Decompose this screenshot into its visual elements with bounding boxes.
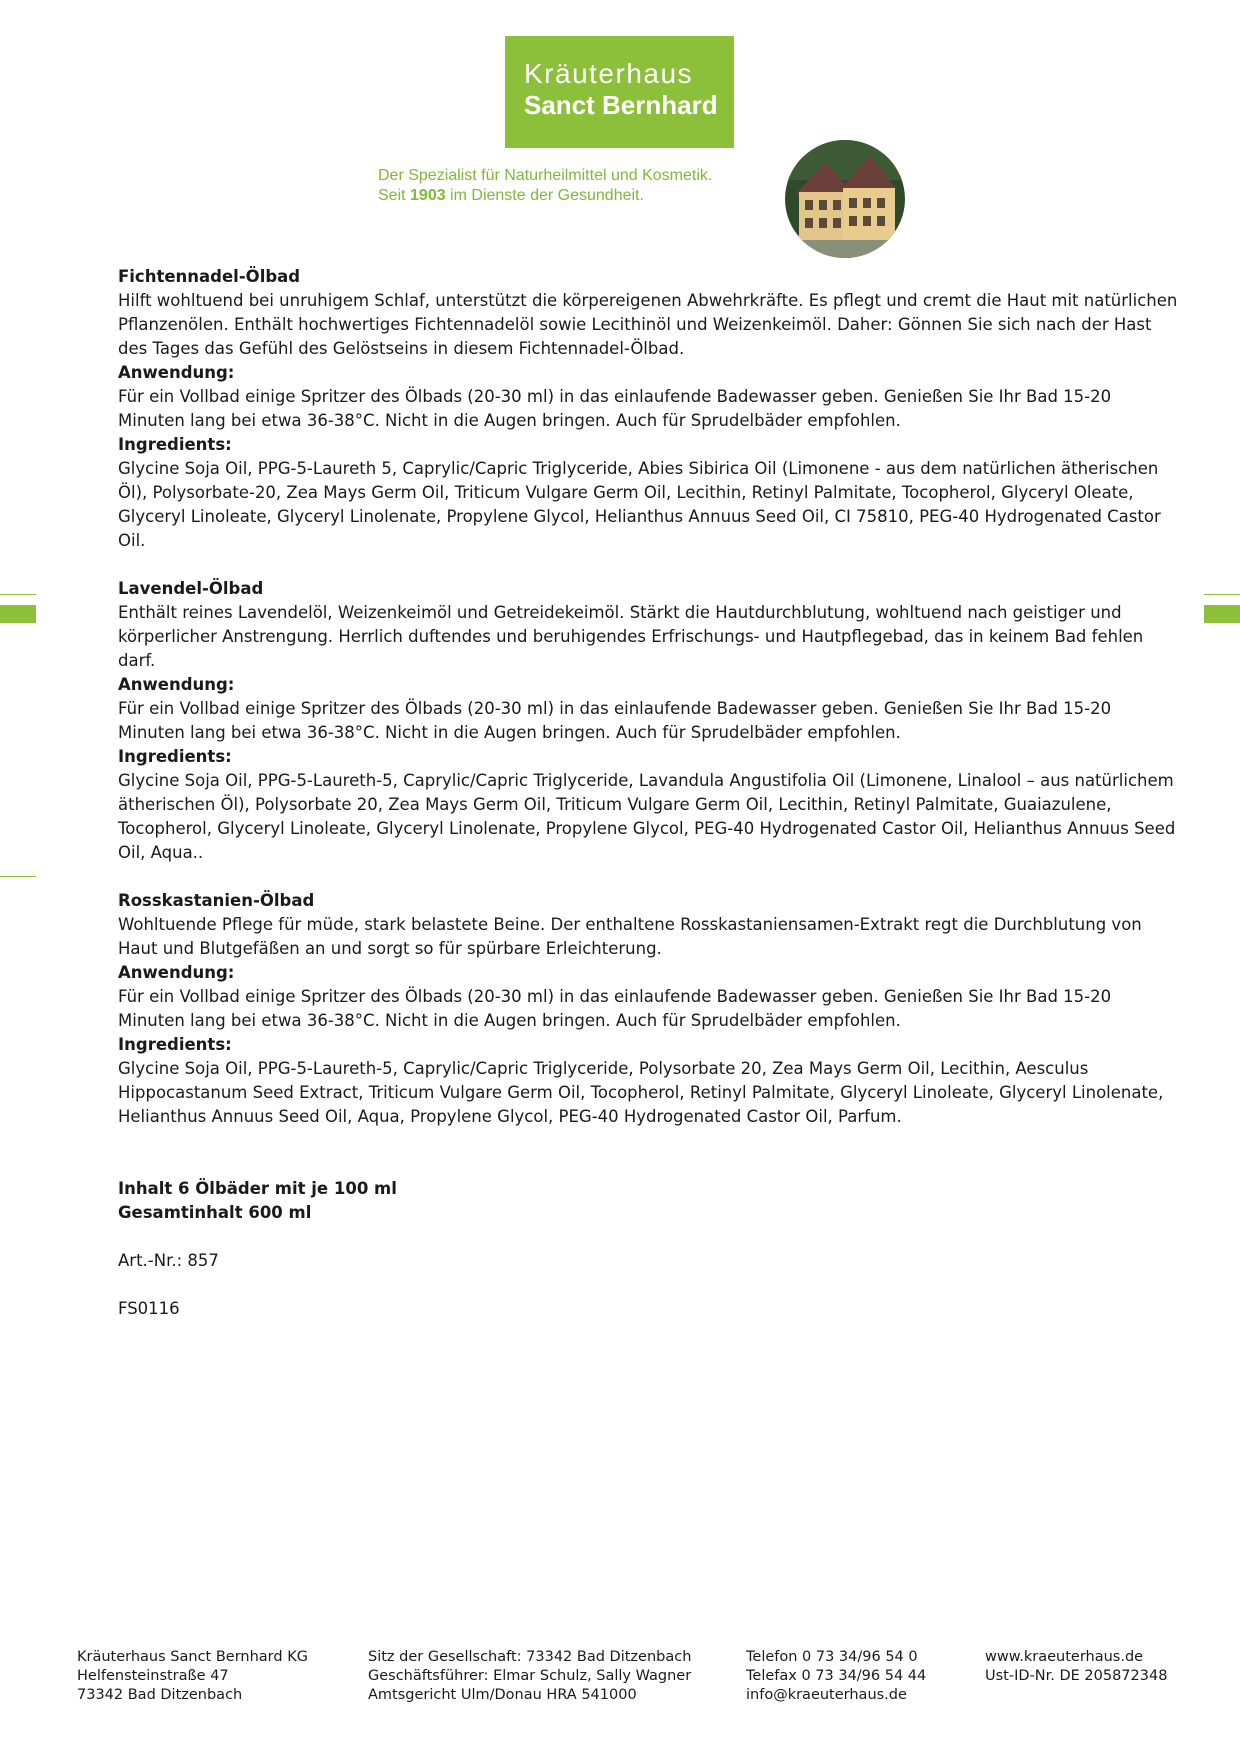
usage-label: Anwendung:: [118, 963, 235, 982]
logo-line-1: Kräuterhaus: [524, 58, 694, 89]
tagline-suffix: im Dienste der Gesundheit.: [445, 187, 644, 204]
brand-logo: [505, 36, 734, 148]
section-title: Fichtennadel-Ölbad: [118, 267, 301, 286]
footer-managers: Geschäftsführer: Elmar Schulz, Sally Wagner: [368, 1668, 692, 1684]
form-code: FS0116: [118, 1299, 180, 1318]
ingredients-label: Ingredients:: [118, 435, 232, 454]
left-marker-line: [0, 594, 36, 595]
footer-company-name: Kräuterhaus Sanct Bernhard KG: [77, 1649, 308, 1665]
footer-contact: [746, 1648, 926, 1705]
usage-text: Für ein Vollbad einige Spritzer des Ölbads (20-30 ml) in das einlaufende Badewasser geben. Genießen Sie Ihr Bad 15-20 Minuten lang bei etwa 36-38°C. Nicht in die Augen bringen. Auch für Sprudelbäder empfohlen.: [118, 987, 1112, 1030]
ingredients-label: Ingredients:: [118, 1035, 232, 1054]
ingredients-text: Glycine Soja Oil, PPG-5-Laureth-5, Caprylic/Capric Triglyceride, Lavandula Angustifolia Oil (Limonene, Linalool – aus natürlichem ätherischen Öl), Polysorbate 20, Zea Mays Germ Oil, Triticum Vulgare Germ Oil, Lecithin, Retinyl Palmitate, Guaiazulene, Tocopherol, Glyceryl Linoleate, Glyceryl Linolenate, Propylene Glycol, PEG-40 Hydrogenated Castor Oil, Helianthus Annuus Seed Oil, Aqua..: [118, 771, 1176, 862]
section-title: Lavendel-Ölbad: [118, 579, 264, 598]
left-fold-line: [0, 876, 36, 877]
footer-street: Helfensteinstraße 47: [77, 1668, 229, 1684]
usage-text: Für ein Vollbad einige Spritzer des Ölbads (20-30 ml) in das einlaufende Badewasser geben. Genießen Sie Ihr Bad 15-20 Minuten lang bei etwa 36-38°C. Nicht in die Augen bringen. Auch für Sprudelbäder empfohlen.: [118, 699, 1112, 742]
building-photo: [785, 140, 905, 258]
section-description: Hilft wohltuend bei unruhigem Schlaf, unterstützt die körpereigenen Abwehrkräfte. Es pflegt und cremt die Haut mit natürlichen Pflanzenölen. Enthält hochwertiges Fichtennadelöl sowie Lecithinöl und Weizenkeimöl. Daher: Gönnen Sie sich nach der Hast des Tages das Gefühl des Gelöstseins in diesem Fichtennadel-Ölbad.: [118, 291, 1178, 358]
footer-vat-id: Ust-ID-Nr. DE 205872348: [985, 1668, 1168, 1684]
footer-fax: Telefax 0 73 34/96 54 44: [746, 1668, 927, 1684]
total-content: Gesamtinhalt 600 ml: [118, 1203, 312, 1222]
totals: [118, 1177, 1180, 1225]
section-description: Wohltuende Pflege für müde, stark belastete Beine. Der enthaltene Rosskastaniensamen-Extrakt regt die Durchblutung von Haut und Blutgefäßen an und sorgt so für spürbare Erleichterung.: [118, 915, 1142, 958]
footer-city: 73342 Bad Ditzenbach: [77, 1687, 243, 1703]
article-number: Art.-Nr.: 857: [118, 1251, 219, 1270]
footer-seat: Sitz der Gesellschaft: 73342 Bad Ditzenbach: [368, 1649, 692, 1665]
footer-website-link[interactable]: www.kraeuterhaus.de: [985, 1649, 1144, 1665]
footer-legal: [368, 1648, 691, 1705]
right-marker-line: [1204, 594, 1240, 595]
content-per-bath: Inhalt 6 Ölbäder mit je 100 ml: [118, 1179, 397, 1198]
tagline-line-2: [378, 186, 712, 206]
footer-court: Amtsgericht Ulm/Donau HRA 541000: [368, 1687, 637, 1703]
tagline-year: 1903: [410, 187, 446, 204]
section-title: Rosskastanien-Ölbad: [118, 891, 315, 910]
section-description: Enthält reines Lavendelöl, Weizenkeimöl und Getreidekeimöl. Stärkt die Hautdurchblutung, wohltuend nach geistiger und körperlicher Anstrengung. Herrlich duftendes und beruhigendes Erfrischungs- und Hautpflegebad, das in keinem Bad fehlen darf.: [118, 603, 1144, 670]
usage-label: Anwendung:: [118, 363, 235, 382]
tagline-prefix: Seit: [378, 187, 411, 204]
footer-company: [77, 1648, 308, 1705]
footer-web: [985, 1648, 1167, 1686]
tagline-line-1: Der Spezialist für Naturheilmittel und Kosmetik.: [378, 167, 713, 184]
product-description: [118, 265, 1180, 1321]
footer-email[interactable]: info@kraeuterhaus.de: [746, 1687, 907, 1703]
usage-text: Für ein Vollbad einige Spritzer des Ölbads (20-30 ml) in das einlaufende Badewasser geben. Genießen Sie Ihr Bad 15-20 Minuten lang bei etwa 36-38°C. Nicht in die Augen bringen. Auch für Sprudelbäder empfohlen.: [118, 387, 1112, 430]
section-rosskastanien: [118, 889, 1180, 1129]
ingredients-label: Ingredients:: [118, 747, 232, 766]
tagline: [378, 166, 712, 206]
footer-phone: Telefon 0 73 34/96 54 0: [746, 1649, 918, 1665]
logo-line-2: Sanct Bernhard: [524, 90, 718, 120]
section-lavendel: [118, 577, 1180, 865]
right-marker-bar: [1204, 605, 1240, 623]
usage-label: Anwendung:: [118, 675, 235, 694]
section-fichtennadel: [118, 265, 1180, 553]
ingredients-text: Glycine Soja Oil, PPG-5-Laureth-5, Caprylic/Capric Triglyceride, Polysorbate 20, Zea Mays Germ Oil, Lecithin, Aesculus Hippocastanum Seed Extract, Triticum Vulgare Germ Oil, Tocopherol, Retinyl Palmitate, Glyceryl Linoleate, Glyceryl Linolenate, Helianthus Annuus Seed Oil, Aqua, Propylene Glycol, PEG-40 Hydrogenated Castor Oil, Parfum.: [118, 1059, 1164, 1126]
left-marker-bar: [0, 605, 36, 623]
ingredients-text: Glycine Soja Oil, PPG-5-Laureth 5, Caprylic/Capric Triglyceride, Abies Sibirica Oil (Limonene - aus dem natürlichen ätherischen Öl), Polysorbate-20, Zea Mays Germ Oil, Triticum Vulgare Germ Oil, Lecithin, Retinyl Palmitate, Tocopherol, Glyceryl Oleate, Glyceryl Linoleate, Glyceryl Linolenate, Propylene Glycol, Helianthus Annuus Seed Oil, CI 75810, PEG-40 Hydrogenated Castor Oil.: [118, 459, 1161, 550]
